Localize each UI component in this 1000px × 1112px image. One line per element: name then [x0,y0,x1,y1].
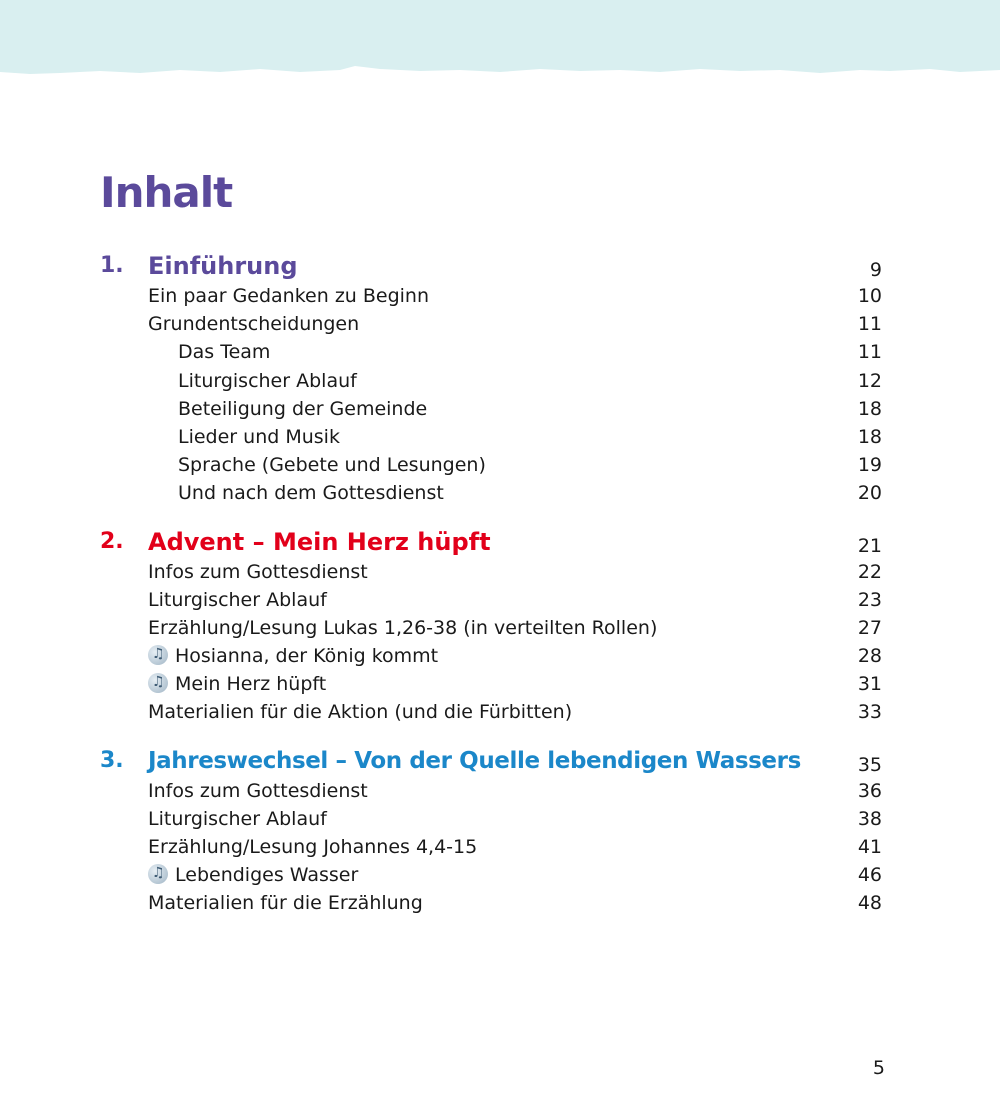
toc-entry-title: Erzählung/Lesung Johannes 4,4-15 [148,836,478,858]
toc-entry-title: Infos zum Gottesdienst [148,560,368,583]
toc-entry[interactable] [100,805,882,833]
toc-entry-page: 19 [857,454,882,477]
table-of-contents [100,250,882,936]
page-title: Inhalt [100,168,233,217]
music-note-icon [148,673,168,693]
toc-entry-page: 20 [857,482,882,505]
toc-subentry[interactable] [100,395,882,423]
toc-entry-title: Grundentscheidungen [148,313,360,336]
toc-entry-title: Mein Herz hüpft [175,673,327,696]
toc-section-2 [100,526,882,727]
toc-entry-title-with-icon [148,642,438,670]
toc-entry-title: Ein paar Gedanken zu Beginn [148,285,430,307]
section-heading: Advent – Mein Herz hüpft [148,527,491,556]
toc-entry-page: 41 [857,836,882,858]
toc-section-3 [100,745,882,918]
toc-entry-page: 12 [857,369,882,392]
toc-entry[interactable] [100,310,882,338]
toc-entry[interactable] [100,833,882,861]
toc-entry-title: Liturgischer Ablauf [178,369,357,392]
toc-entry-page: 18 [857,397,882,420]
toc-entry[interactable] [100,282,882,310]
toc-entry-title-with-icon [148,670,326,698]
section-heading: Einführung [148,252,298,280]
toc-entry-page: 28 [857,645,882,668]
toc-entry[interactable] [100,670,882,698]
toc-entry[interactable] [100,861,882,889]
toc-entry-title: Das Team [178,341,271,364]
page-number: 5 [872,1057,885,1079]
toc-entry[interactable] [100,642,882,670]
toc-entry[interactable] [100,614,882,642]
toc-entry-page: 36 [857,779,882,802]
toc-entry-page: 27 [857,616,882,639]
toc-subentry[interactable] [100,367,882,395]
section-number: 3. [100,747,124,773]
section-page-number: 35 [857,753,882,776]
toc-section-1 [100,250,882,508]
toc-entry-title: Erzählung/Lesung Lukas 1,26-38 (in verteilten Rollen) [148,616,658,639]
section-heading-row[interactable] [100,745,882,777]
top-torn-paper-band [0,0,1000,90]
toc-entry-page: 48 [857,892,882,915]
toc-subentry[interactable] [100,451,882,479]
section-number: 1. [100,253,124,278]
toc-entry-title: Beteiligung der Gemeinde [178,397,428,420]
section-page-number: 9 [869,259,882,281]
toc-entry-page: 38 [857,807,882,830]
toc-entry[interactable] [100,698,882,726]
toc-entry-page: 22 [857,560,882,583]
toc-entry-page: 46 [857,864,882,887]
toc-entry-title: Materialien für die Erzählung [148,892,423,915]
toc-entry-title: Lieder und Musik [178,425,340,448]
toc-entry-page: 33 [857,701,882,724]
toc-entry[interactable] [100,889,882,917]
section-page-number: 21 [857,534,882,557]
toc-entry-title: Materialien für die Aktion (und die Fürbitten) [148,701,573,724]
toc-entry-page: 11 [857,313,882,336]
toc-entry-page: 18 [857,425,882,448]
toc-entry-title: Infos zum Gottesdienst [148,779,368,802]
toc-entry[interactable] [100,558,882,586]
toc-entry-title-with-icon [148,861,358,889]
toc-subentry[interactable] [100,423,882,451]
toc-entry[interactable] [100,777,882,805]
torn-band-shape [0,0,1000,74]
toc-entry-page: 11 [857,341,882,364]
toc-entry-page: 23 [857,588,882,611]
toc-entry-title: Hosianna, der König kommt [175,645,439,668]
section-heading-row[interactable] [100,526,882,558]
toc-subentry[interactable] [100,479,882,507]
toc-entry-page: 31 [857,673,882,696]
toc-entry-title: Liturgischer Ablauf [148,807,327,830]
section-heading: Jahreswechsel – Von der Quelle lebendigen Wassers [148,747,801,774]
toc-entry-title: Sprache (Gebete und Lesungen) [178,454,486,477]
music-note-icon [148,645,168,665]
toc-entry-title: Liturgischer Ablauf [148,588,327,611]
section-heading-row[interactable] [100,250,882,282]
toc-entry-title: Lebendiges Wasser [175,864,359,887]
toc-entry-page: 10 [857,285,882,307]
section-number: 2. [100,528,124,554]
toc-subentry[interactable] [100,338,882,366]
music-note-icon [148,864,168,884]
toc-entry-title: Und nach dem Gottesdienst [178,482,444,505]
toc-entry[interactable] [100,586,882,614]
